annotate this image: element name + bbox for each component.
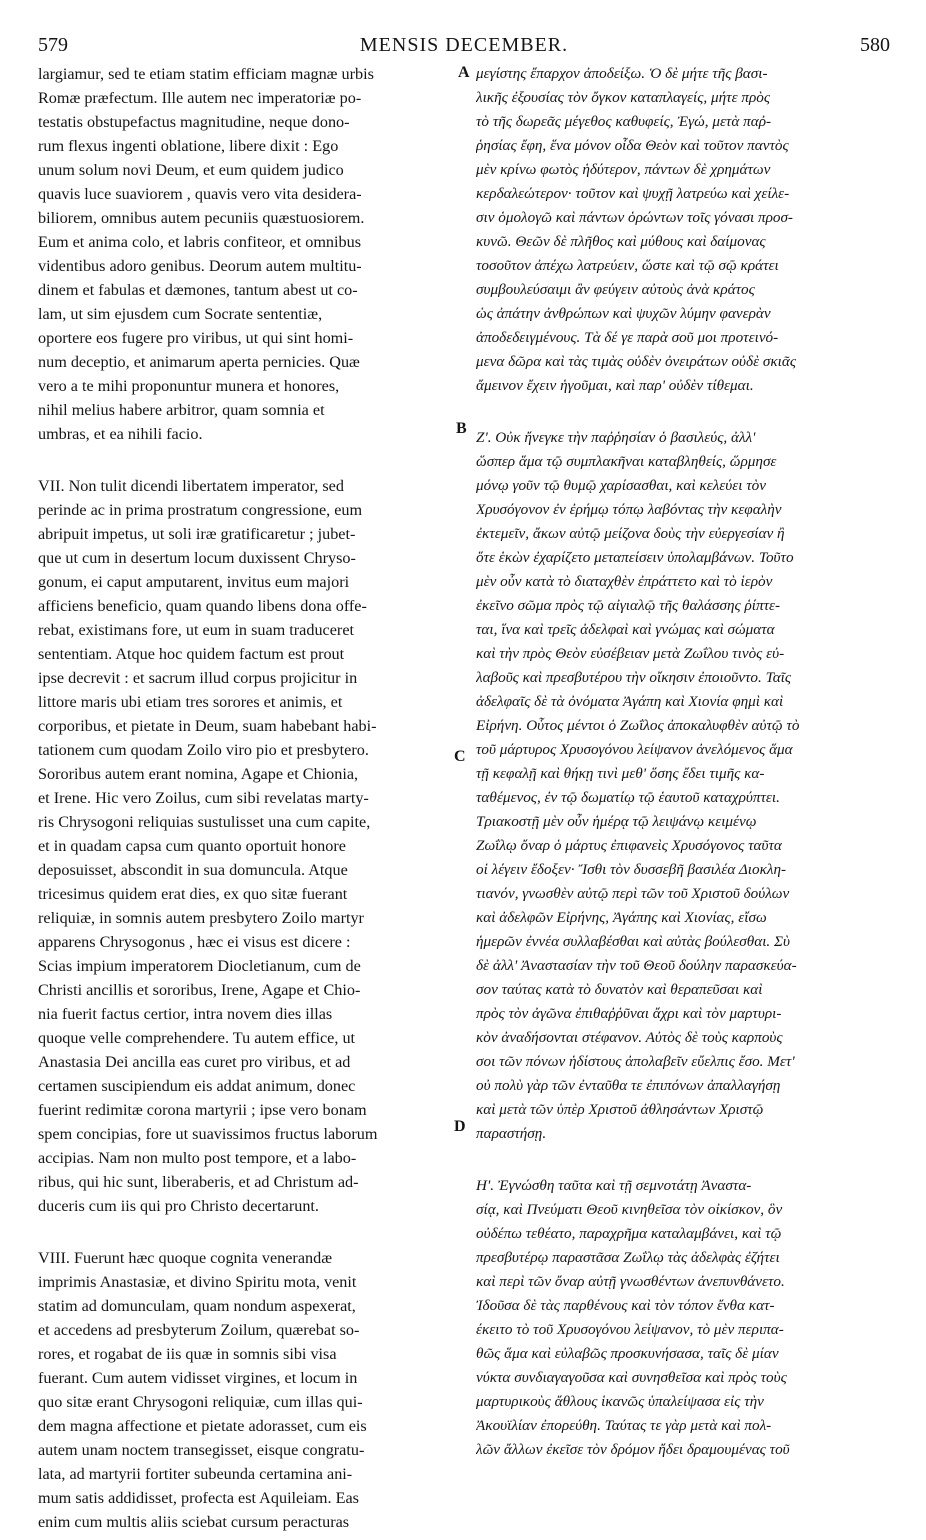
text-line: ipse decrevit : et sacrum illud corpus projicitur in — [38, 669, 358, 687]
text-line: Eum et anima colo, et labris confiteor, et omnibus — [38, 233, 362, 251]
text-line: ὡς ἀπάτην ἀνθρώπων καὶ ψυχῶν λύμην φανερὰν — [476, 305, 771, 322]
text-line: οὐ πολὺ γὰρ τῶν ἐνταῦθα τε ἐπιπόνων ἀπαλλαγήσῃ — [476, 1077, 781, 1094]
text-line: gonum, ei caput amputarent, invitus eum majori — [38, 573, 350, 591]
text-line: πρεσβυτέρῳ παραστᾶσα Ζωΐλῳ τὰς ἀδελφὰς ἐζήτει — [476, 1249, 780, 1266]
text-line: duceris cum iis qui pro Christo decertarunt. — [38, 1197, 319, 1215]
latin-column — [38, 62, 458, 1534]
text-line: καὶ τὴν πρὸς Θεὸν εὐσέβειαν μετὰ Ζωΐλου τινὸς εὐ- — [476, 645, 785, 662]
text-line: largiamur, sed te etiam statim efficiam magnæ urbis — [38, 65, 374, 83]
text-line: VIII. Fuerunt hæc quoque cognita venerandæ — [38, 1249, 332, 1267]
margin-marker: D — [454, 1118, 466, 1135]
text-line: corporibus, et pietate in Deum, suam habebant habi- — [38, 717, 377, 735]
running-header — [38, 34, 890, 56]
text-line: quo sitæ erant Chrysogoni reliquiæ, cum illas qui- — [38, 1393, 363, 1411]
text-line: rebat, existimans fore, ut eum in suam traduceret — [38, 621, 354, 639]
text-line: tationem cum quodam Zoilo viro pio et presbytero. — [38, 741, 369, 759]
text-line: VII. Non tulit dicendi libertatem imperator, sed — [38, 477, 344, 495]
text-line: statim ad domunculam, quam nondum aspexerat, — [38, 1297, 356, 1315]
text-line: certamen suscipiendum eis addat animum, donec — [38, 1077, 356, 1095]
text-line: οἱ λέγειν ἔδοξεν· Ἴσθι τὸν δυσσεβῆ βασιλέα Διοκλη- — [476, 861, 787, 878]
text-line: Anastasia Dei ancilla eas curet pro viribus, et ad — [38, 1053, 351, 1071]
text-line: σιν ὁμολογῶ καὶ πάντων ὁρώντων τοῖς γόνασι προσ- — [476, 209, 793, 226]
section-gap — [38, 1218, 458, 1246]
text-line: ὥσπερ ἅμα τῷ συμπλακῆναι καταβληθείς, ὥρμησε — [476, 453, 777, 470]
section-gap — [38, 446, 458, 474]
text-line: μαρτυρικοὺς ἄθλους ἱκανῶς ὑπαλείψασα εἰς τὴν — [476, 1393, 764, 1410]
text-line: nia fuerit factus certior, intra novem dies illas — [38, 1005, 333, 1023]
text-line: unum solum novi Deum, et eum quidem judico — [38, 161, 344, 179]
text-line: ἐκεῖνο σῶμα πρὸς τῷ αἰγιαλῷ τῆς θαλάσσης ῥίπτε- — [476, 597, 781, 614]
running-title: MENSIS DECEMBER. — [359, 34, 569, 56]
section-gap — [476, 1146, 896, 1174]
text-line: perinde ac in prima prostratum congressione, eum — [38, 501, 363, 519]
text-line: dinem et fabulas et dæmones, tantum abest ut co- — [38, 281, 358, 299]
text-line: κυνῶ. Θεῶν δὲ πλῆθος καὶ μύθους καὶ δαίμονας — [476, 233, 766, 250]
text-line: num deceptio, et animarum aperta pernicies. Quæ — [38, 353, 360, 371]
text-line: τῇ κεφαλῇ καὶ θήκῃ τινὶ μεθ' ὅσης ἔδει τιμῆς κα- — [476, 765, 765, 782]
text-line: λαβοῦς καὶ πρεσβυτέρου τὴν οἴκησιν ἐποιοῦντο. Ταῖς — [476, 669, 792, 686]
text-line: lam, ut sim ejusdem cum Socrate sententiæ, — [38, 305, 323, 323]
text-line: λικῆς ἐξουσίας τὸν ὄγκον καταπλαγείς, μήτε πρὸς — [476, 89, 771, 106]
text-line: μὲν οὖν κατὰ τὸ διαταχθὲν ἐπράττετο καὶ τὸ ἱερὸν — [476, 573, 773, 590]
text-line: ἄμεινον ἔχειν ἡγοῦμαι, καὶ παρ' οὐδὲν τίθεμαι. — [476, 377, 754, 394]
greek-column — [476, 62, 896, 1462]
text-line: autem unam noctem transegisset, eisque congratu- — [38, 1441, 365, 1459]
text-line: tricesimus quidem erat dies, ex quo sitæ fuerant — [38, 885, 348, 903]
text-line: Scias impium imperatorem Diocletianum, cum de — [38, 957, 361, 975]
text-line: καὶ μετὰ τῶν ὑπὲρ Χριστοῦ ἀθλησάντων Χριστῷ — [476, 1101, 764, 1118]
text-line: et accedens ad presbyterum Zoilum, quærebat so- — [38, 1321, 360, 1339]
text-line: Romæ præfectum. Ille autem nec imperatoriæ po- — [38, 89, 362, 107]
text-line: fuerant. Cum autem vidisset virgines, et locum in — [38, 1369, 358, 1387]
text-line: accipias. Nam non multo post tempore, et a labo- — [38, 1149, 357, 1167]
text-line: littore maris ubi etiam tres sorores et animis, et — [38, 693, 343, 711]
text-line: ἀδελφαῖς δὲ τὰ ὀνόματα Ἀγάπη καὶ Χιονία φημὶ καὶ — [476, 693, 784, 710]
text-line: ris Chrysogoni reliquias sustulisset una cum capite, — [38, 813, 371, 831]
text-line: fuerint redimitæ corona martyrii ; ipse vero bonam — [38, 1101, 367, 1119]
text-line: καὶ ἀδελφῶν Εἰρήνης, Ἀγάπης καὶ Χιονίας, εἴσω — [476, 909, 767, 926]
text-line: Ζ'. Οὐκ ἤνεγκε τὴν παῤῥησίαν ὁ βασιλεύς, ἀλλ' — [476, 429, 756, 446]
text-line: lata, ad martyrii fortiter subeunda certamina ani- — [38, 1465, 353, 1483]
text-line: μεγίστης ἔπαρχον ἀποδείξω. Ὁ δὲ μήτε τῆς βασι- — [476, 65, 768, 82]
text-line: que ut cum in desertum locum duxissent Chryso- — [38, 549, 356, 567]
text-line: ῥησίας ἔφη, ἕνα μόνον οἶδα Θεὸν καὶ τοῦτον παντὸς — [476, 137, 789, 154]
text-line: κὸν ἀναδήσονται στέφανον. Αὐτὸς δὲ τοὺς καρποὺς — [476, 1029, 783, 1046]
text-line: ται, ἵνα καὶ τρεῖς ἀδελφαὶ καὶ γνώμας καὶ σώματα — [476, 621, 775, 638]
text-line: vero a te mihi proponuntur munera et honores, — [38, 377, 340, 395]
text-line: et Irene. Hic vero Zoilus, cum sibi revelatas marty- — [38, 789, 369, 807]
text-line: Ἰδοῦσα δὲ τὰς παρθένους καὶ τὸν τόπον ἔνθα κατ- — [476, 1297, 775, 1314]
text-line: ἀποδεδειγμένους. Τὰ δέ γε παρὰ σοῦ μοι προτεινό- — [476, 329, 779, 346]
text-line: συμβουλεύσαιμι ἂν φεύγειν αὐτοὺς ἀνὰ κράτος — [476, 281, 755, 298]
text-line: Εἰρήνη. Οὗτος μέντοι ὁ Ζωΐλος ἀποκαλυφθὲν αὐτῷ τὸ — [476, 717, 800, 734]
text-line: καὶ περὶ τῶν ὄναρ αὐτῇ γνωσθέντων ἀνεπυνθάνετο. — [476, 1273, 785, 1290]
text-line: κερδαλεώτερον· τοῦτον καὶ ψυχῇ λατρεύω καὶ χείλε- — [476, 185, 790, 202]
text-line: mum satis addidisset, profecta est Aquileiam. Eas — [38, 1489, 359, 1507]
section-gap — [476, 398, 896, 426]
text-line: Ἀκουϊλίαν ἐπορεύθη. Ταύτας τε γὰρ μετὰ καὶ πολ- — [476, 1417, 772, 1434]
text-line: νύκτα συνδιαγαγοῦσα καὶ συνησθεῖσα καὶ πρὸς τοὺς — [476, 1369, 787, 1386]
text-line: enim cum multis aliis sciebat cursum peracturas — [38, 1513, 350, 1531]
text-line: testatis obstupefactus magnitudine, neque dono- — [38, 113, 350, 131]
text-line: θῶς ἅμα καὶ εὐλαβῶς προσκυνήσασα, ταῖς δὲ μίαν — [476, 1345, 779, 1362]
text-line: ribus, qui hic sunt, liberaberis, et ad Christum ad- — [38, 1173, 359, 1191]
margin-marker: C — [454, 748, 466, 765]
page-number-right: 580 — [860, 34, 890, 56]
text-line: umbras, et ea nihili facio. — [38, 425, 203, 443]
text-line: τοῦ μάρτυρος Χρυσογόνου λείψανον ἀνελόμενος ἅμα — [476, 741, 793, 758]
text-line: dem magna affectione et pietate adorasset, cum eis — [38, 1417, 367, 1435]
text-line: έκειτο τὸ τοῦ Χρυσογόνου λείψανον, τὸ μὲν περιπα- — [476, 1321, 784, 1338]
text-line: et in quadam capsa cum quanto oportuit honore — [38, 837, 346, 855]
text-line: τοσοῦτον ἀπέχω λατρεύειν, ὥστε καὶ τῷ σῷ κράτει — [476, 257, 779, 274]
text-line: rum flexus ingenti oblatione, libere dixit : Ego — [38, 137, 339, 155]
text-line: τιανόν, γνωσθὲν αὐτῷ περὶ τῶν τοῦ Χριστοῦ δούλων — [476, 885, 790, 902]
text-line: ὅτε ἑκὼν ἐχαρίζετο μεταπείσειν ὑπολαμβάνων. Τοῦτο — [476, 549, 794, 566]
margin-marker: B — [456, 420, 467, 437]
text-line: quoque velle comprehendere. Tu autem effice, ut — [38, 1029, 356, 1047]
text-line: παραστήσῃ. — [476, 1125, 547, 1142]
text-line: biliorem, omnibus autem pecuniis quæstuosiorem. — [38, 209, 365, 227]
text-line: quavis luce suaviorem , quavis vero vita desidera- — [38, 185, 362, 203]
text-line: ταθέμενος, ἐν τῷ δωματίῳ τῷ ἑαυτοῦ καταχρύπτει. — [476, 789, 780, 806]
text-line: Ζωΐλῳ ὄναρ ὁ μάρτυς ἐπιφανεὶς Χρυσόγονος ταῦτα — [476, 837, 782, 854]
text-line: πρὸς τὸν ἀγῶνα ἐπιθαῤῥῦναι ἄχρι καὶ τὸν μαρτυρι- — [476, 1005, 782, 1022]
text-line: videntibus adoro genibus. Deorum autem multitu- — [38, 257, 362, 275]
text-line: Η'. Ἐγνώσθη ταῦτα καὶ τῇ σεμνοτάτῃ Ἀναστα- — [476, 1177, 752, 1194]
text-line: λῶν ἄλλων ἐκεῖσε τὸν δρόμον ἤδει δραμουμένας τοῦ — [476, 1441, 790, 1458]
text-line: nihil melius habere arbitror, quam somnia et — [38, 401, 325, 419]
text-line: abripuit impetus, ut soli iræ gratificaretur ; jubet- — [38, 525, 356, 543]
text-line: spem concipias, fore ut suavissimos fructus laborum — [38, 1125, 378, 1143]
page-number-left: 579 — [38, 34, 68, 56]
text-line: rores, et rogabat de iis quæ in somnis sibi visa — [38, 1345, 337, 1363]
text-line: δὲ ἀλλ' Ἀναστασίαν τὴν τοῦ Θεοῦ δούλην παρασκεύα- — [476, 957, 797, 974]
text-line: σίᾳ, καὶ Πνεύματι Θεοῦ κινηθεῖσα τὸν οἰκίσκον, ὃν — [476, 1201, 783, 1218]
text-line: reliquiæ, in somnis autem presbytero Zoilo martyr — [38, 909, 364, 927]
text-line: imprimis Anastasiæ, et divino Spiritu mota, venit — [38, 1273, 357, 1291]
text-line: μόνῳ γοῦν τῷ θυμῷ χαρίσασθαι, καὶ κελεύει τὸν — [476, 477, 766, 494]
text-line: ἐκτεμεῖν, ἄκων αὐτῷ μείζονα δοὺς τὴν εὐεργεσίαν ἢ — [476, 525, 785, 542]
text-line: τὸ τῆς δωρεᾶς μέγεθος καθυφείς, Ἐγώ, μετὰ παῤ- — [476, 113, 772, 130]
text-line: oportere eos fugere pro viribus, ut qui sint homi- — [38, 329, 354, 347]
text-line: deposuisset, abscondit in sua domuncula. Atque — [38, 861, 348, 879]
text-line: apparens Chrysogonus , hæc ei visus est dicere : — [38, 933, 351, 951]
text-line: οὐδέπω τεθέατο, παραχρῆμα καταλαμβάνει, καὶ τῷ — [476, 1225, 782, 1242]
text-line: sententiam. Atque hoc quidem factum est prout — [38, 645, 345, 663]
text-line: σον ταύτας κατὰ τὸ δυνατὸν καὶ θεραπεῦσαι καὶ — [476, 981, 763, 998]
text-line: Χρυσόγονον ἐν ἐρήμῳ τόπῳ λαβόντας τὴν κεφαλὴν — [476, 501, 782, 518]
text-line: σοι τῶν πόνων ἡδίστους ἀπολαβεῖν εὔελπις ἔσο. Μετ' — [476, 1053, 795, 1070]
text-line: Sororibus autem erant nomina, Agape et Chionia, — [38, 765, 359, 783]
text-line: afficiens beneficio, quam quando libens dona offe- — [38, 597, 367, 615]
text-line: μὲν κρίνω φωτὸς ἡδύτερον, πάντων δὲ χρημάτων — [476, 161, 771, 178]
text-line: Christi ancillis et sororibus, Irene, Agape et Chio- — [38, 981, 361, 999]
text-line: ἡμερῶν ἐννέα συλλαβέσθαι καὶ αὐτὰς βούλεσθαι. Σὺ — [476, 933, 790, 950]
margin-marker: A — [458, 64, 470, 81]
text-line: Τριακοστῇ μὲν οὖν ἡμέρᾳ τῷ λειψάνῳ κειμένῳ — [476, 813, 757, 830]
text-line: μενα δῶρα καὶ τὰς τιμὰς οὐδὲν ὀνειράτων οὐδὲ σκιᾶς — [476, 353, 796, 370]
